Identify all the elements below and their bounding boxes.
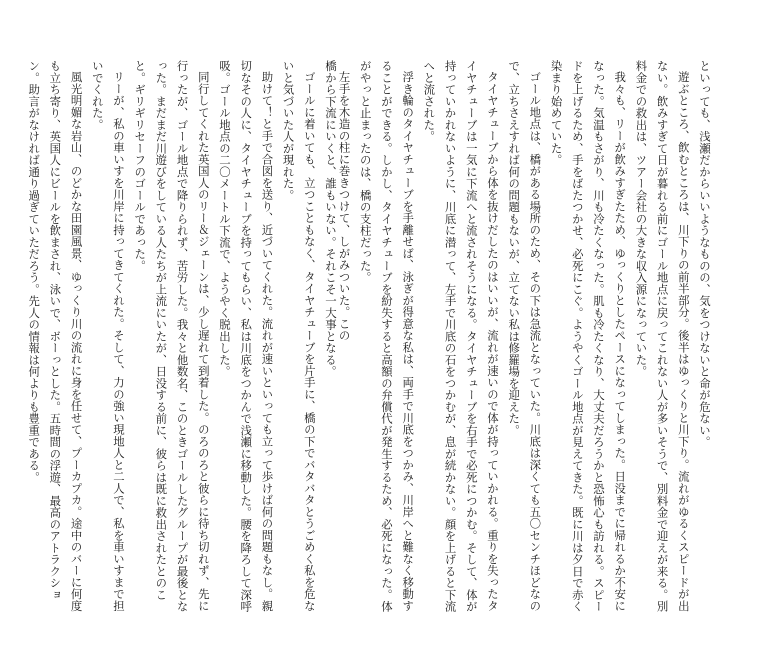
paragraph: リーが、私の車いすを川岸に持ってきてくれた。そして、力の強い現地人と二人で、私を車いすまで担いでくれた。 — [90, 60, 126, 612]
text-column-left — [27, 60, 341, 620]
paragraph: ゴールに着いても、立つこともなく、タイヤチューブを片手に、橋の下でバタバタとうごめく私を危ないと気づいた人が現れた。 — [281, 60, 317, 612]
paragraph: 同行してくれた英国人のリー＆ジェーンは、少し遅れて到着した。のろのろと彼らに待ち切れず、先に行ったが、ゴール地点で降りられず、苦労した。我々と他数名、このときゴールしたグループが最後となった。まだまだ川遊びをしている人たちが上流にいたが、日没する前に、彼らは既に救出されたとのこと。ギリギリセーフのゴールであった。 — [133, 60, 211, 613]
paragraph: 助けて！と手で合図を送り、近づいてくれた。流れが速いといっても立って歩けば何の問題もなし。親切なその人に、タイヤチューブを持ってもらい、私は川底をつかんで浅瀬に移動した。腰を降ろして深呼吸。ゴール地点の二〇メートル下流で、ようやく脱出した。 — [217, 60, 275, 613]
paragraph: といっても、浅瀬だからいいようなものの、気をつけないと命が危ない。 — [698, 60, 712, 448]
paragraph: 遊ぶところ、飲むところは、川下りの前半部分。後半はゆっくりと川下り。流れがゆるくスピードが出ない。飲みすぎて日が暮れる前にゴール地点に戻ってこれない人が多いそうで、別料金で迎えが来る。別料金での救出は、ツアー会社の大きな収入源になっていた。 — [634, 60, 691, 613]
paragraph: タイヤチューブから体を抜けだしたのはいいが、流れが速いので体が持っていかれる。重りを失ったタイヤチューブは一気に下流へと流されそうになる。タイヤチューブを右手で必死につかむ。そして、体が持っていかれないように、川底に潜って、左手で川底の石をつかむが、息が続かない。顔を上げると下流へと流された。 — [422, 60, 500, 613]
paragraph: 浮き輪のタイヤチューブを手離せば、泳ぎが得意な私は、両手で川底をつかみ、川岸へと難なく移動することができる。しかし、タイヤチューブを紛失すると高額の弁償代が発生するため、必死になった。体がやっと止まったのは、橋の支柱だった。 — [358, 60, 416, 613]
text-column-right — [311, 60, 715, 620]
paragraph: 左手を木造の柱に巻きつけて、しがみついた。この — [337, 71, 352, 342]
paragraph: 橋から下流にいくと、誰もいない。それこそ一大事となる。 — [324, 60, 338, 378]
paragraph: 我々も、リーが飲みすぎたため、ゆっくりとしたペースになってしまった。日没までに帰れるか不安になった。気温もさがり、川も冷たくなった。肌も冷たくなり、大丈夫だろうかと恐怖心も訪れる。スピードを上げるため、手をばたつかせ、必死にこぐ。ようやくゴール地点が見えてきた。既に川は夕日で赤く染まり始めていた。 — [549, 60, 628, 613]
paragraph: 風光明媚な岩山、のどかな田園風景、ゆっくり川の流れに身を任せて、プーカプカ。途中のバーに何度も立ち寄り、英国人にビールを飲まされ、泳いで、ボーっとした。五時間の浮遊、最高のアトラクション。助言がなければ通り過ぎていただろう。先人の情報は何よりも豊重である。 — [27, 60, 84, 612]
paragraph: ゴール地点は、橋がある場所のため、その下は急流となっていた。川底は深くても五〇センチほどなので、立ちさえすれば何の問題もないが、立てない私は修羅場を迎えた。 — [507, 60, 543, 612]
